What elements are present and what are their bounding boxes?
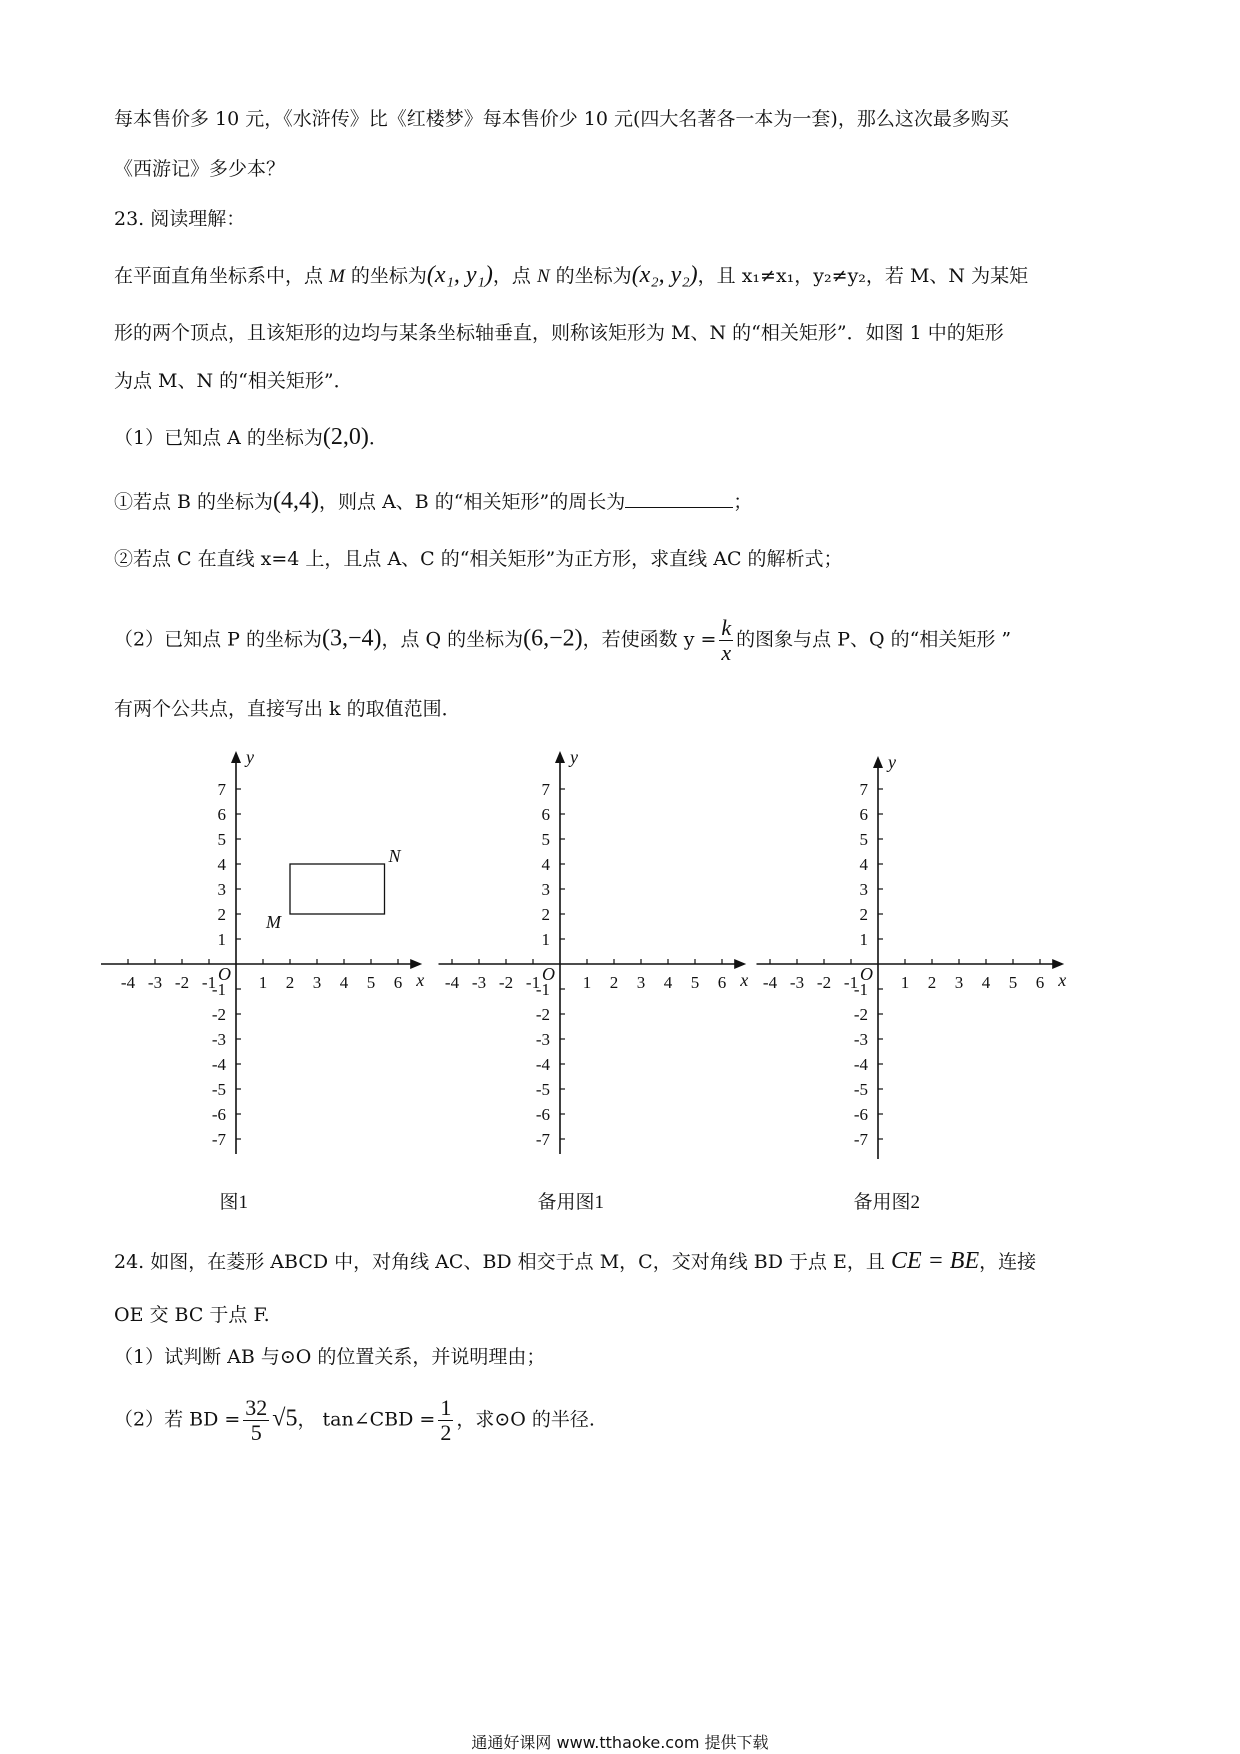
y-tick-label: -1 bbox=[535, 980, 550, 999]
x-tick-label: 2 bbox=[609, 973, 619, 992]
y-tick-label: -4 bbox=[211, 1055, 226, 1074]
y-tick-label: -5 bbox=[535, 1080, 550, 1099]
x-tick-label: 6 bbox=[1035, 973, 1045, 992]
y-tick-label: -2 bbox=[535, 1005, 550, 1024]
x-tick-label: -1 bbox=[525, 973, 541, 992]
footer-watermark: 通通好课网 www.tthaoke.com 提供下载 bbox=[471, 1733, 769, 1752]
y-tick-label: -4 bbox=[853, 1055, 868, 1074]
x-tick-label: -1 bbox=[843, 973, 859, 992]
y-axis-arrow-icon bbox=[873, 756, 883, 768]
q23-definition-line-1: 在平面直角坐标系中，点 M 的坐标为(x₁, y₁)，点 N 的坐标为(x₂, y₂)，且 x₁≠x₁，y₂≠y₂，若 M、N 为某矩 bbox=[114, 262, 1029, 288]
x-axis-arrow-icon bbox=[734, 959, 746, 969]
y-tick-label: -5 bbox=[211, 1080, 226, 1099]
x-tick-label: 3 bbox=[636, 973, 646, 992]
point-n-label: N bbox=[388, 846, 401, 866]
x-axis-label: x bbox=[416, 970, 425, 990]
x-tick-label: -2 bbox=[498, 973, 514, 992]
y-tick-label: 3 bbox=[859, 880, 868, 899]
q23-part-2-line-2: 有两个公共点，直接写出 k 的取值范围． bbox=[114, 698, 461, 720]
x-tick-label: 6 bbox=[717, 973, 727, 992]
origin-label: O bbox=[542, 964, 555, 984]
origin-label: O bbox=[860, 964, 873, 984]
y-tick-label: -3 bbox=[853, 1030, 868, 1049]
y-tick-label: 1 bbox=[541, 930, 550, 949]
y-tick-label: -7 bbox=[211, 1130, 226, 1149]
x-tick-label: 6 bbox=[393, 973, 403, 992]
x-tick-label: 4 bbox=[339, 973, 349, 992]
x-tick-label: -4 bbox=[762, 973, 778, 992]
y-tick-label: 7 bbox=[859, 780, 868, 799]
x-tick-label: -4 bbox=[120, 973, 136, 992]
x-tick-label: 1 bbox=[900, 973, 910, 992]
y-tick-label: 1 bbox=[859, 930, 868, 949]
y-axis-label: y bbox=[888, 752, 896, 772]
y-tick-label: -6 bbox=[853, 1105, 868, 1124]
y-tick-label: 2 bbox=[217, 905, 226, 924]
y-tick-label: 4 bbox=[859, 855, 868, 874]
x-tick-label: -3 bbox=[471, 973, 487, 992]
y-tick-label: 3 bbox=[541, 880, 550, 899]
x-tick-label: 4 bbox=[663, 973, 673, 992]
x-axis-label: x bbox=[1058, 970, 1067, 990]
q24-line-1: 24. 如图，在菱形 ABCD 中，对角线 AC、BD 相交于点 M，C，交对角线 BD 于点 E，且 CE = BE，连接 bbox=[114, 1248, 1037, 1274]
x-tick-label: 3 bbox=[954, 973, 964, 992]
x-tick-label: 1 bbox=[258, 973, 268, 992]
y-tick-label: -2 bbox=[211, 1005, 226, 1024]
answer-blank bbox=[625, 489, 733, 508]
x-tick-label: 1 bbox=[582, 973, 592, 992]
y-tick-label: 5 bbox=[859, 830, 868, 849]
y-tick-label: -6 bbox=[535, 1105, 550, 1124]
point-m-label: M bbox=[266, 912, 281, 932]
y-tick-label: 6 bbox=[859, 805, 868, 824]
y-tick-label: 2 bbox=[859, 905, 868, 924]
q23-part-1-ii: ②若点 C 在直线 x=4 上，且点 A、C 的“相关矩形”为正方形，求直线 AC 的解析式； bbox=[114, 548, 843, 570]
q22-line-2: 《西游记》多少本？ bbox=[114, 158, 286, 180]
q24-line-2: OE 交 BC 于点 F. bbox=[114, 1304, 270, 1326]
y-tick-label: 4 bbox=[217, 855, 226, 874]
coord-m: (x₁, y₁) bbox=[426, 262, 493, 288]
x-tick-label: 3 bbox=[312, 973, 322, 992]
ce-be-equation: CE = BE bbox=[890, 1248, 980, 1274]
origin-label: O bbox=[218, 964, 231, 984]
q23-part-1-i: ①若点 B 的坐标为(4,4)，则点 A、B 的“相关矩形”的周长为 ； bbox=[114, 488, 753, 514]
x-tick-label: 5 bbox=[690, 973, 700, 992]
figure-caption: 备用图2 bbox=[853, 1192, 920, 1213]
y-tick-label: 5 bbox=[217, 830, 226, 849]
y-axis-label: y bbox=[570, 747, 578, 767]
x-axis-arrow-icon bbox=[1052, 959, 1064, 969]
x-tick-label: -1 bbox=[201, 973, 217, 992]
x-tick-label: -3 bbox=[789, 973, 805, 992]
y-tick-label: 7 bbox=[217, 780, 226, 799]
q23-definition-line-2: 形的两个顶点，且该矩形的边均与某条坐标轴垂直，则称该矩形为 M、N 的“相关矩形”．如图 1 中的矩形 bbox=[114, 322, 1004, 344]
x-tick-label: 5 bbox=[366, 973, 376, 992]
q22-line-1: 每本售价多 10 元，《水浒传》比《红楼梦》每本售价少 10 元(四大名著各一本为一套)，那么这次最多购买 bbox=[114, 108, 1009, 130]
y-tick-label: 7 bbox=[541, 780, 550, 799]
y-axis-arrow-icon bbox=[555, 751, 565, 763]
y-tick-label: -7 bbox=[535, 1130, 550, 1149]
y-tick-label: 5 bbox=[541, 830, 550, 849]
x-axis-label: x bbox=[740, 970, 749, 990]
y-tick-label: -1 bbox=[211, 980, 226, 999]
x-axis-arrow-icon bbox=[410, 959, 422, 969]
related-rectangle bbox=[290, 864, 385, 914]
bd-fraction: $\frac{32}{5}$ bbox=[245, 1395, 268, 1445]
y-tick-label: 6 bbox=[217, 805, 226, 824]
y-tick-label: -3 bbox=[535, 1030, 550, 1049]
y-tick-label: -7 bbox=[853, 1130, 868, 1149]
y-axis-arrow-icon bbox=[231, 751, 241, 763]
y-tick-label: -6 bbox=[211, 1105, 226, 1124]
y-tick-label: -5 bbox=[853, 1080, 868, 1099]
q23-part-2: （2）已知点 P 的坐标为(3,−4)，点 Q 的坐标为(6,−2)，若使函数 y = $\frac{k}{x}$ 的图象与点 P、Q 的“相关矩形 ” bbox=[114, 615, 1012, 665]
k-over-x-fraction: $\frac{k}{x}$ bbox=[721, 615, 732, 665]
coord-n: (x₂, y₂) bbox=[631, 262, 698, 288]
q23-part-1: （1）已知点 A 的坐标为(2,0)． bbox=[114, 424, 388, 450]
figure-caption: 备用图1 bbox=[537, 1192, 604, 1213]
x-tick-label: 2 bbox=[285, 973, 295, 992]
q24-part-2: （2）若 BD = $\frac{32}{5}$ √5， tan∠CBD = $\frac{1}{2}$ ，求⊙O 的半径. bbox=[114, 1395, 595, 1445]
x-tick-label: -2 bbox=[816, 973, 832, 992]
x-tick-label: 2 bbox=[927, 973, 937, 992]
x-tick-label: 5 bbox=[1008, 973, 1018, 992]
y-tick-label: 3 bbox=[217, 880, 226, 899]
y-tick-label: -4 bbox=[535, 1055, 550, 1074]
figure-caption: 图1 bbox=[219, 1192, 248, 1213]
y-tick-label: -2 bbox=[853, 1005, 868, 1024]
y-tick-label: 4 bbox=[541, 855, 550, 874]
y-axis-label: y bbox=[246, 747, 254, 767]
y-tick-label: 1 bbox=[217, 930, 226, 949]
x-tick-label: -2 bbox=[174, 973, 190, 992]
q24-part-1: （1）试判断 AB 与⊙O 的位置关系，并说明理由； bbox=[114, 1346, 546, 1368]
y-tick-label: -1 bbox=[853, 980, 868, 999]
x-tick-label: 4 bbox=[981, 973, 991, 992]
y-tick-label: -3 bbox=[211, 1030, 226, 1049]
y-tick-label: 2 bbox=[541, 905, 550, 924]
x-tick-label: -4 bbox=[444, 973, 460, 992]
coordinate-graphs bbox=[0, 740, 1240, 1220]
q23-definition-line-3: 为点 M、N 的“相关矩形”． bbox=[114, 370, 353, 392]
x-tick-label: -3 bbox=[147, 973, 163, 992]
tan-fraction: $\frac{1}{2}$ bbox=[440, 1395, 452, 1445]
y-tick-label: 6 bbox=[541, 805, 550, 824]
q23-title: 23. 阅读理解： bbox=[114, 208, 246, 230]
